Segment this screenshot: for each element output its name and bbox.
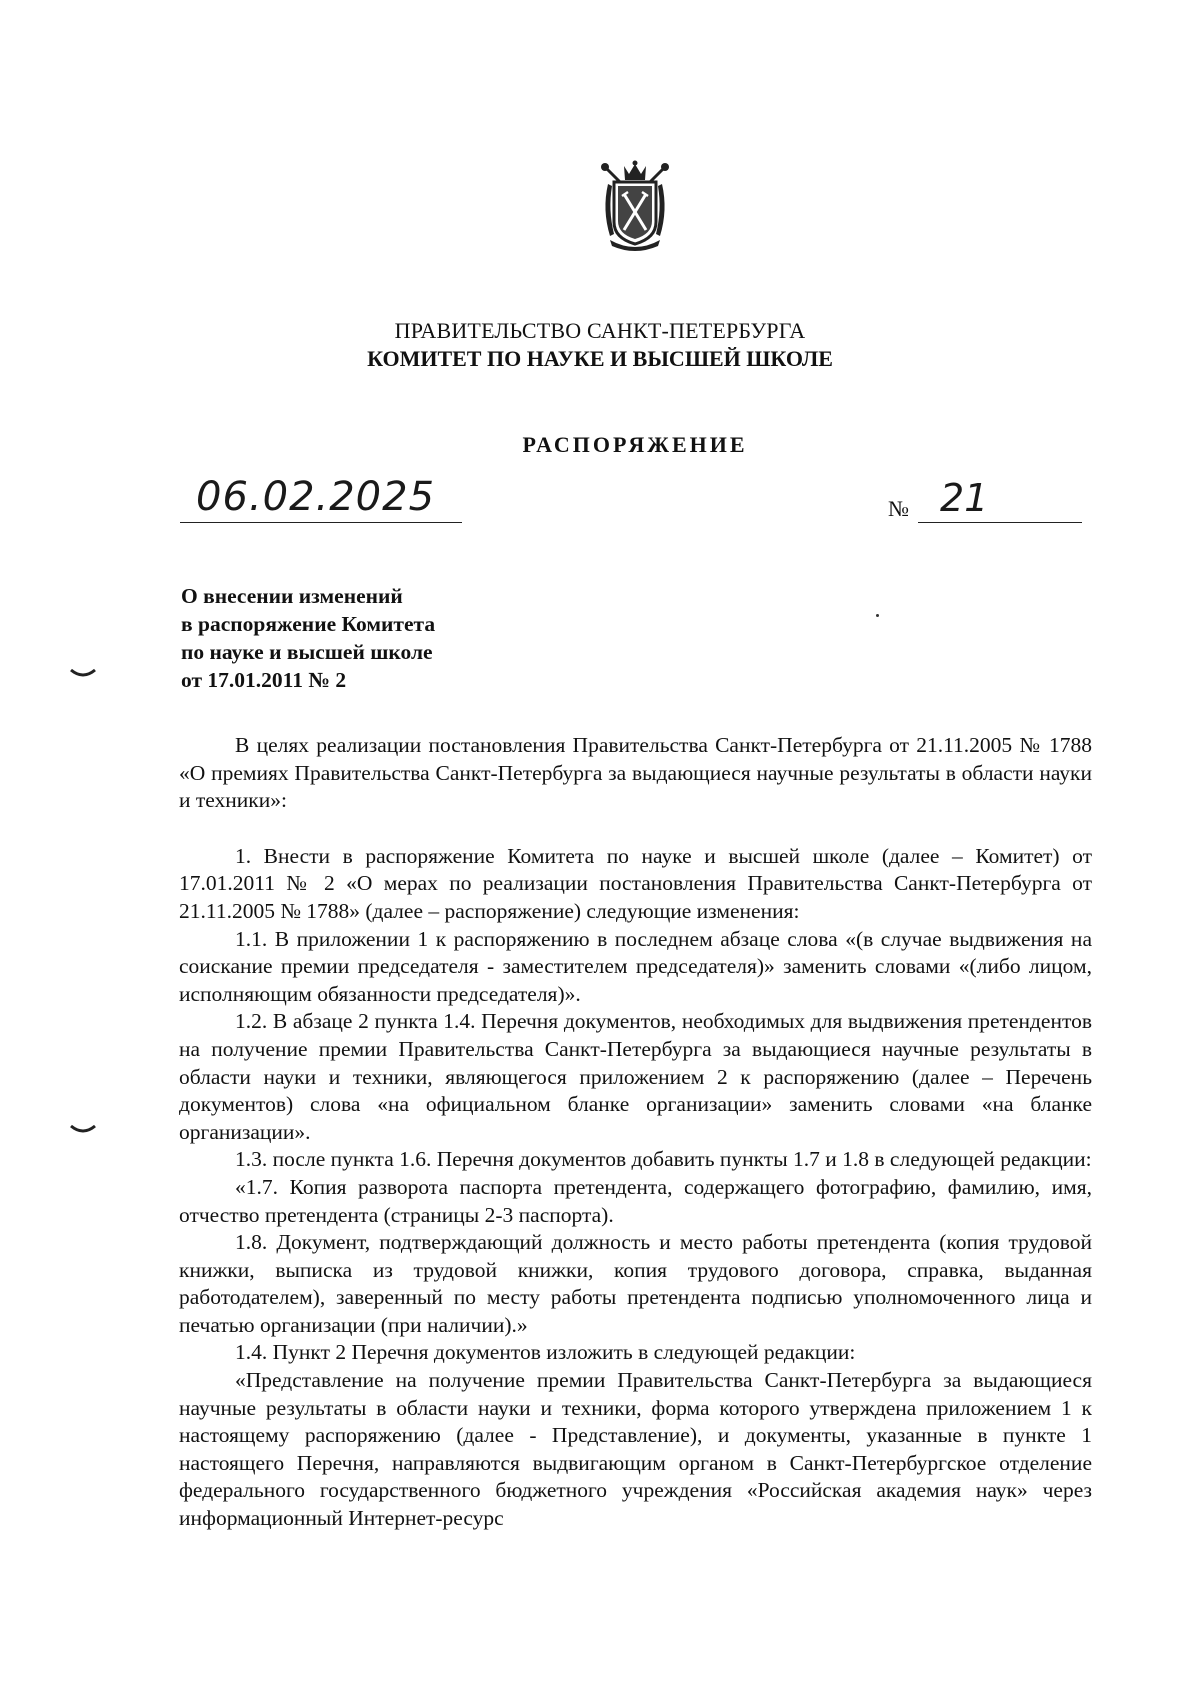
committee-title: КОМИТЕТ ПО НАУКЕ И ВЫСШЕЙ ШКОЛЕ — [367, 346, 833, 371]
subject-line: по науке и высшей школе — [181, 640, 433, 664]
body-paragraph: 1.3. после пункта 1.6. Перечня документов добавить пункты 1.7 и 1.8 в следующей редакции: — [235, 1147, 1092, 1172]
body-paragraph: 1.2. В абзаце 2 пункта 1.4. Перечня документов, необходимых для выдвижения претендентов на получение премии Правительства Санкт-Петербурга за выдающиеся научные результаты в области науки и техники, являющегося приложением 2 к распоряжению (далее – Перечень документов) слова «на официальном бланке организации» заменить словами «на бланке организации». — [179, 1009, 1092, 1144]
document-number: 21 — [940, 476, 989, 520]
government-title: ПРАВИТЕЛЬСТВО САНКТ-ПЕТЕРБУРГА — [394, 318, 806, 343]
body-paragraph: В целях реализации постановления Правительства Санкт-Петербурга от 21.11.2005 № 1788 «О премиях Правительства Санкт-Петербурга за выдающиеся научные результаты в области науки и техники»: — [179, 733, 1092, 813]
body-paragraph: 1.1. В приложении 1 к распоряжению в последнем абзаце слова «(в случае выдвижения на соискание премии председателя - заместителем председателя)» заменить словами «(либо лицом, исполняющим обязанности председателя)». — [179, 926, 1092, 1006]
date-underline — [180, 522, 462, 523]
document-subject — [181, 582, 435, 694]
coat-of-arms-icon — [596, 160, 674, 252]
body-paragraph: 1. Внести в распоряжение Комитета по науке и высшей школе (далее – Комитет) от 17.01.2011 № 2 «О мерах по реализации постановления Правительства Санкт-Петербурга от 21.11.2005 № 1788» (далее – распоряжение) следующие изменения: — [179, 843, 1092, 923]
document-type-title: РАСПОРЯЖЕНИЕ — [522, 432, 748, 457]
scan-speck — [876, 614, 879, 617]
body-paragraph: «1.7. Копия разворота паспорта претендента, содержащего фотографию, фамилию, имя, отчество претендента (страницы 2-3 паспорта). — [179, 1174, 1092, 1227]
document-date: 06.02.2025 — [196, 474, 436, 520]
subject-line: от 17.01.2011 № 2 — [181, 668, 347, 692]
number-underline — [918, 522, 1082, 523]
body-paragraph: 1.8. Документ, подтверждающий должность и место работы претендента (копия трудовой книжки, выписка из трудовой книжки, копия трудового договора, справка, выданная работодателем), заверенный по месту работы претендента подписью уполномоченного лица и печатью организации (при наличии).» — [179, 1230, 1092, 1337]
document-body — [179, 732, 1092, 1533]
body-paragraph: 1.4. Пункт 2 Перечня документов изложить в следующей редакции: — [235, 1340, 856, 1365]
number-label: № — [888, 496, 909, 521]
punch-hole-mark-icon — [70, 1124, 96, 1134]
subject-line: О внесении изменений — [181, 584, 403, 608]
body-paragraph: «Представление на получение премии Правительства Санкт-Петербурга за выдающиеся научные результаты в области науки и техники, форма которого утверждена приложением 1 к настоящему распоряжению (далее - Представление), и документы, указанные в пункте 1 настоящего Перечня, направляются выдвигающим органом в Санкт-Петербургское отделение федерального государственного бюджетного учреждения «Российская академия наук» через информационный Интернет-ресурс — [179, 1368, 1092, 1531]
punch-hole-mark-icon — [70, 668, 96, 678]
subject-line: в распоряжение Комитета — [181, 612, 436, 636]
